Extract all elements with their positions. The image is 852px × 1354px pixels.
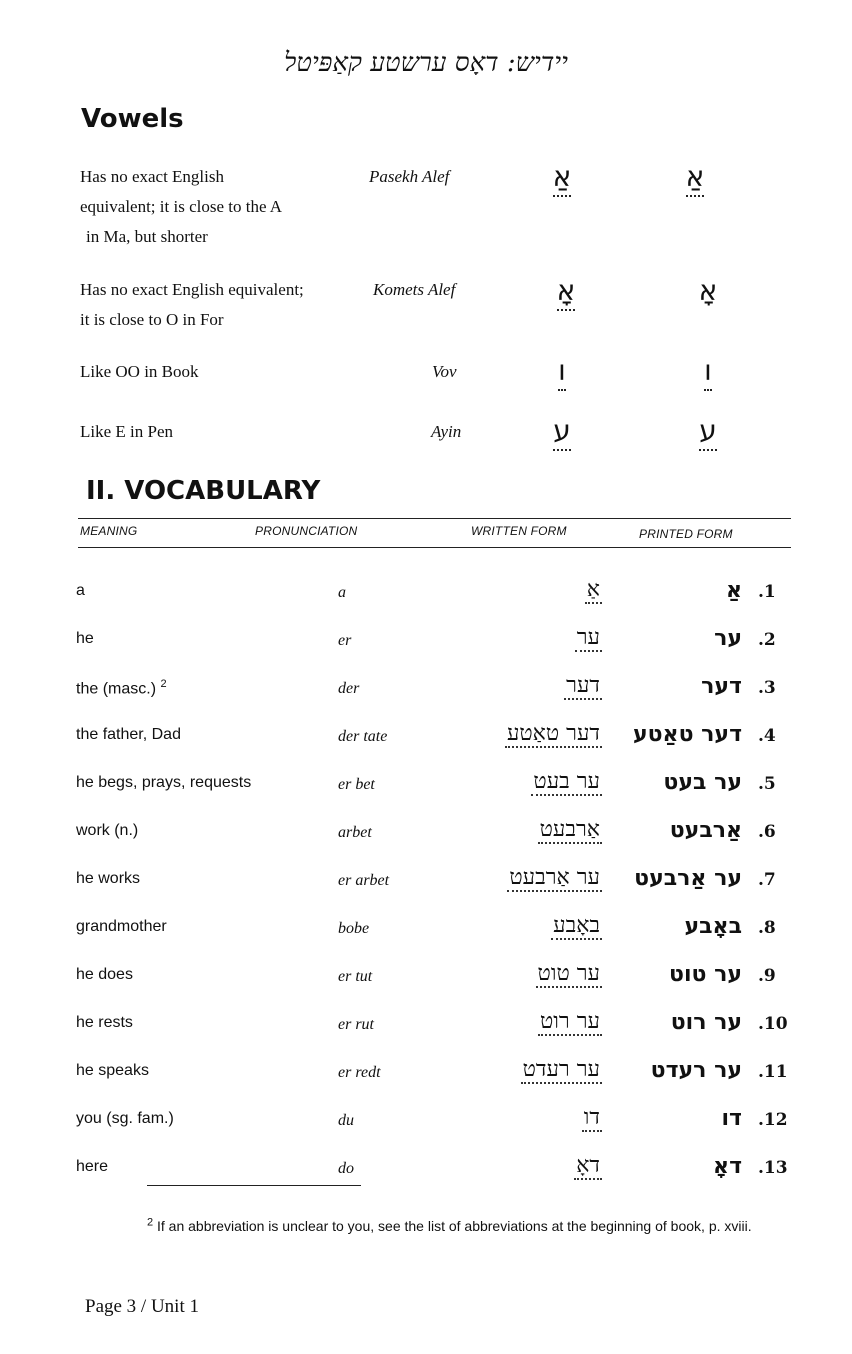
- vocab-printed-form: ער טוט: [669, 962, 742, 987]
- vocab-row: [0, 718, 852, 758]
- col-head-printed: PRINTED FORM: [639, 527, 733, 541]
- vocab-row: [0, 1102, 852, 1142]
- vocab-printed-form: דו: [721, 1106, 742, 1131]
- vocab-number: .13: [758, 1158, 788, 1178]
- footnote: [73, 1206, 753, 1242]
- vocab-number: .5: [758, 774, 776, 794]
- vocab-number: .12: [758, 1110, 788, 1130]
- vocab-printed-form: ער בעט: [663, 770, 742, 795]
- vocab-row: [0, 958, 852, 998]
- footnote-rule: [147, 1185, 361, 1186]
- vocab-pronunciation: arbet: [338, 824, 372, 841]
- vocab-written-form: ער רוט: [540, 1009, 600, 1034]
- vowel-written-pasekh: אַ: [532, 160, 592, 197]
- vowel-written-komets: אָ: [536, 274, 596, 311]
- vocab-meaning: he begs, prays, requests: [76, 774, 252, 791]
- vocab-meaning: the father, Dad: [76, 726, 181, 743]
- header-rule-top: [78, 518, 791, 519]
- vocab-pronunciation: a: [338, 584, 346, 601]
- vocab-meaning: a: [76, 582, 85, 599]
- vocab-pronunciation: er redt: [338, 1064, 381, 1081]
- vocab-printed-form: אַ: [725, 578, 742, 603]
- vocab-number: .11: [758, 1062, 788, 1082]
- vocab-meaning: work (n.): [76, 822, 139, 839]
- vocabulary-title: II. VOCABULARY: [86, 476, 321, 506]
- vocab-row: [0, 862, 852, 902]
- vowel-written-vov: ו: [532, 354, 592, 391]
- vocab-pronunciation: er rut: [338, 1016, 374, 1033]
- vocab-written-form: דער טאַטע: [506, 721, 600, 746]
- vocab-written-form: ער רעדט: [522, 1057, 600, 1082]
- vocab-number: .9: [758, 966, 776, 986]
- vocab-meaning: he speaks: [76, 1062, 149, 1079]
- vowel-desc-komets: Has no exact English equivalent; it is close to O in For: [80, 280, 304, 329]
- vocab-printed-form: ער אַרבעט: [634, 866, 742, 891]
- vocab-printed-form: ער רוט: [670, 1010, 742, 1035]
- vocab-written-form: ער בעט: [533, 769, 600, 794]
- vocab-pronunciation: bobe: [338, 920, 370, 937]
- vocab-number: .10: [758, 1014, 788, 1034]
- vowel-printed-pasekh: אַ: [665, 160, 725, 197]
- vocab-printed-form: אַרבעט: [669, 818, 742, 843]
- vowel-desc-ayin: Like E in Pen: [80, 422, 174, 441]
- vowel-name-vov: Vov: [432, 362, 457, 381]
- vocab-number: .7: [758, 870, 776, 890]
- vocab-printed-form: ער רעדט: [650, 1058, 742, 1083]
- vocab-pronunciation: er arbet: [338, 872, 390, 889]
- vocab-meaning: you (sg. fam.): [76, 1110, 174, 1127]
- vocab-pronunciation: der tate: [338, 728, 388, 745]
- vocab-row: [0, 670, 852, 710]
- vocab-pronunciation: do: [338, 1160, 354, 1177]
- vocab-pronunciation: der: [338, 680, 360, 697]
- vowel-desc-pasekh: Has no exact English equivalent; it is close to the A in Ma, but shorter: [80, 167, 283, 246]
- vowel-name-komets: Komets Alef: [373, 280, 456, 299]
- vocab-row: [0, 574, 852, 614]
- header-rule-bottom: [78, 547, 791, 548]
- vocab-number: .8: [758, 918, 776, 938]
- vocab-number: .2: [758, 630, 776, 650]
- footnote-mark: 2: [147, 1216, 154, 1228]
- footnote-ref: 2: [160, 678, 167, 690]
- vocab-pronunciation: er tut: [338, 968, 373, 985]
- vocab-written-form: דער: [566, 673, 600, 698]
- vocab-number: .3: [758, 678, 776, 698]
- vocab-printed-form: באָבע: [684, 914, 742, 939]
- vocab-printed-form: דער: [701, 674, 742, 699]
- col-head-written: WRITTEN FORM: [471, 524, 567, 538]
- vocab-written-form: דו: [583, 1105, 600, 1130]
- vocab-number: .4: [758, 726, 776, 746]
- vocab-pronunciation: er: [338, 632, 352, 649]
- vocab-written-form: אַ: [586, 577, 600, 602]
- vocab-written-form: ער אַרבעט: [509, 865, 600, 890]
- vocab-row: [0, 814, 852, 854]
- vowel-printed-vov: ו: [678, 354, 738, 391]
- page-footer: Page 3 / Unit 1: [85, 1296, 199, 1317]
- vowels-title: Vowels: [81, 104, 184, 134]
- footnote-text: If an abbreviation is unclear to you, see the list of abbreviations at the beginning of book, p. xviii.: [157, 1217, 752, 1234]
- vowel-printed-komets: אָ: [698, 274, 718, 307]
- running-head: יידיש: דאָס ערשטע קאַפּיטל: [284, 48, 568, 78]
- vowel-desc-vov: Like OO in Book: [80, 362, 199, 381]
- vocab-number: .1: [758, 582, 776, 602]
- vocab-meaning: he does: [76, 966, 133, 983]
- vowel-name-pasekh: Pasekh Alef: [369, 167, 450, 186]
- vocab-meaning: he works: [76, 870, 141, 887]
- col-head-pronunciation: PRONUNCIATION: [255, 524, 358, 538]
- vocab-row: [0, 1006, 852, 1046]
- vocab-row: [0, 622, 852, 662]
- vowel-printed-ayin: ע: [678, 414, 738, 451]
- vocab-meaning: the (masc.) $^2$: [76, 678, 167, 698]
- vocab-row: [0, 910, 852, 950]
- vocab-row: [0, 766, 852, 806]
- vocab-row: [0, 1150, 852, 1190]
- vocab-written-form: אַרבעט: [539, 817, 600, 842]
- vocab-printed-form: דאָ: [713, 1154, 742, 1179]
- vocab-meaning: he: [76, 630, 94, 647]
- vocab-pronunciation: du: [338, 1112, 354, 1129]
- vocab-written-form: ער טוט: [537, 961, 600, 986]
- vocab-meaning: grandmother: [76, 918, 167, 935]
- vocab-pronunciation: er bet: [338, 776, 375, 793]
- vocab-written-form: באָבע: [553, 913, 600, 938]
- vocab-printed-form: ער: [714, 626, 742, 651]
- col-head-meaning: MEANING: [80, 524, 138, 538]
- vocab-written-form: דאָ: [576, 1153, 600, 1178]
- vocab-meaning: here: [76, 1158, 109, 1175]
- vocab-written-form: ער: [576, 625, 600, 650]
- vocab-meaning: he rests: [76, 1014, 133, 1031]
- vocab-row: [0, 1054, 852, 1094]
- vocab-number: .6: [758, 822, 776, 842]
- vowel-name-ayin: Ayin: [431, 422, 462, 441]
- vowel-written-ayin: ע: [532, 414, 592, 451]
- vocab-printed-form: דער טאַטע: [632, 722, 742, 747]
